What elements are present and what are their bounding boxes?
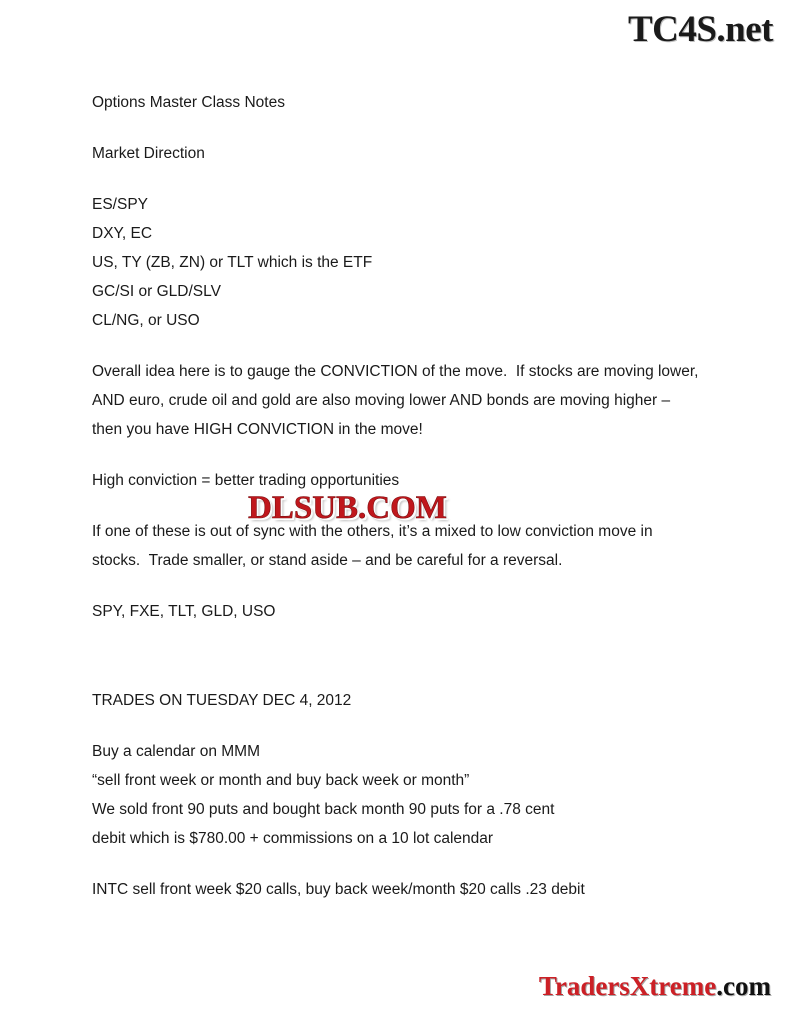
trade-line: debit which is $780.00 + commissions on a 10 lot calendar bbox=[92, 830, 494, 847]
instrument-line: ES/SPY bbox=[92, 196, 148, 213]
document-title: Options Master Class Notes bbox=[92, 94, 285, 111]
center-watermark: DLSUB.COM bbox=[248, 490, 447, 526]
document-body bbox=[92, 88, 702, 926]
bottom-watermark-brand: TradersXtreme bbox=[538, 971, 717, 1001]
paragraph-overall-idea: Overall idea here is to gauge the CONVICTION of the move. If stocks are moving lower, AND euro, crude oil and gold are also moving lower AND bonds are moving higher – then you have HIGH CONVICTION in the move! bbox=[92, 363, 702, 438]
top-right-watermark: TC4S.net bbox=[627, 9, 773, 50]
bottom-watermark-tld: .com bbox=[716, 971, 771, 1001]
paragraph-mixed-conviction: If one of these is out of sync with the others, it’s a mixed to low conviction move in stocks. Trade smaller, or stand aside – and be careful for a reversal. bbox=[92, 523, 657, 569]
trades-heading: TRADES ON TUESDAY DEC 4, 2012 bbox=[92, 692, 352, 709]
trade-detail-list bbox=[92, 737, 702, 853]
trade-line: We sold front 90 puts and bought back month 90 puts for a .78 cent bbox=[92, 801, 555, 818]
instrument-line: DXY, EC bbox=[92, 225, 153, 242]
trade-line: “sell front week or month and buy back week or month” bbox=[92, 772, 470, 789]
paragraph-spacer bbox=[92, 648, 702, 686]
instrument-list bbox=[92, 190, 702, 335]
paragraph-tickers: SPY, FXE, TLT, GLD, USO bbox=[92, 603, 276, 620]
instrument-line: GC/SI or GLD/SLV bbox=[92, 283, 221, 300]
paragraph-high-conviction: High conviction = better trading opportunities bbox=[92, 472, 400, 489]
paragraph-intc-trade: INTC sell front week $20 calls, buy back week/month $20 calls .23 debit bbox=[92, 881, 585, 898]
instrument-line: US, TY (ZB, ZN) or TLT which is the ETF bbox=[92, 254, 373, 271]
trade-line: Buy a calendar on MMM bbox=[92, 743, 260, 760]
instrument-line: CL/NG, or USO bbox=[92, 312, 200, 329]
section-heading-market-direction: Market Direction bbox=[92, 145, 205, 162]
bottom-watermark bbox=[539, 971, 771, 1002]
